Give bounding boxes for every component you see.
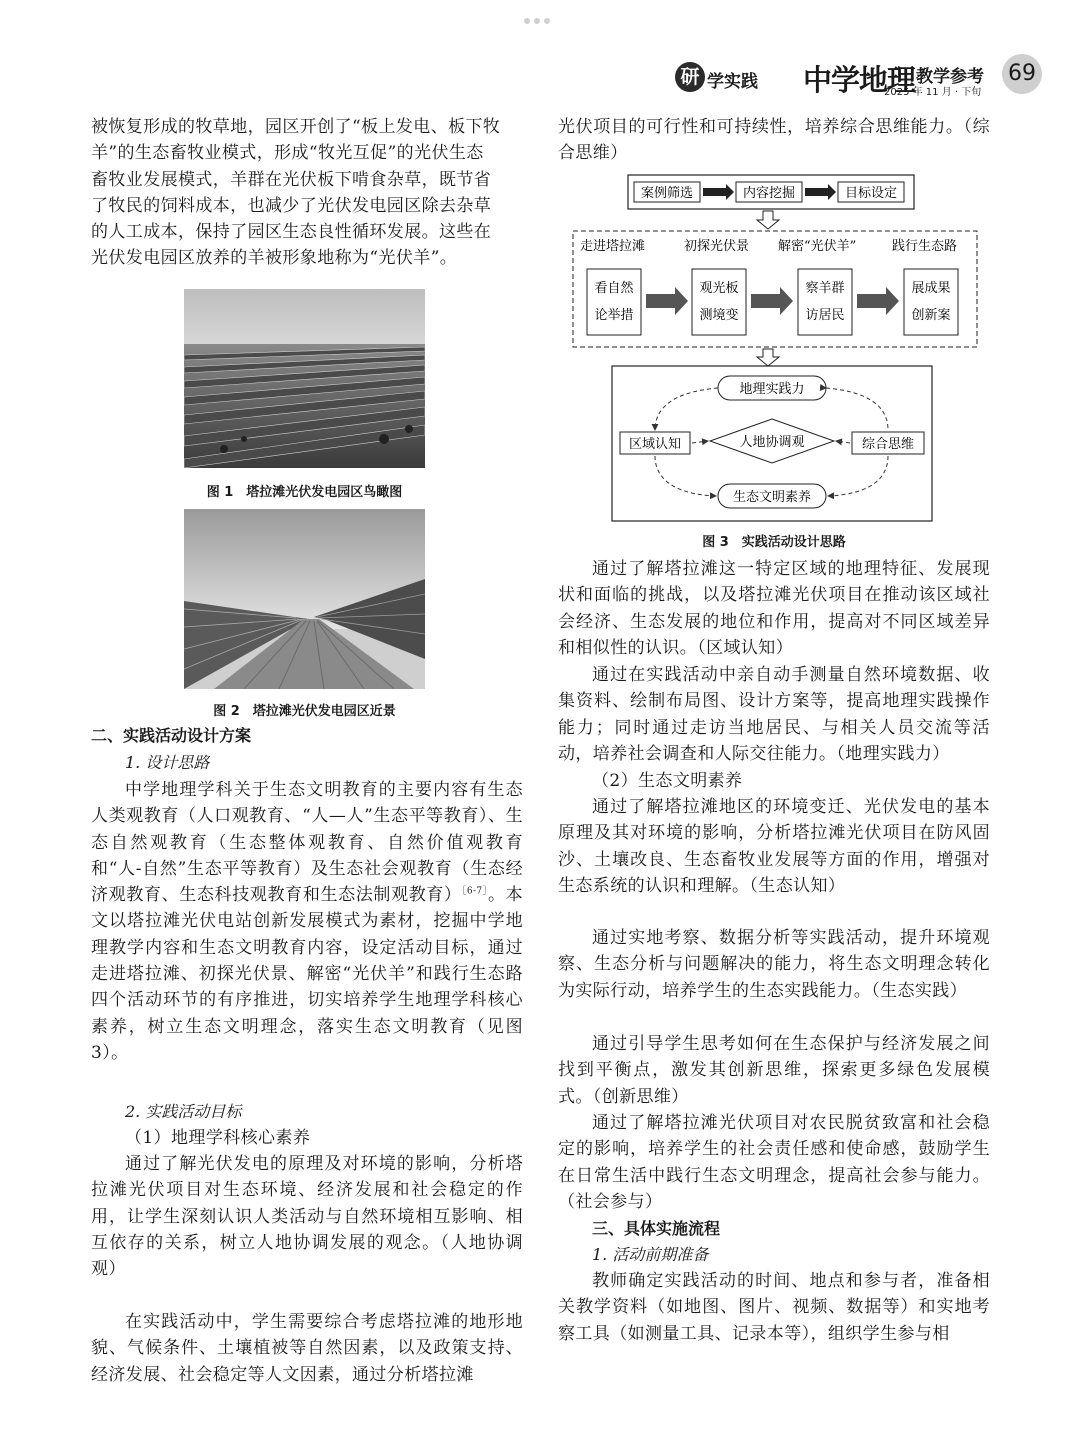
cycle-right: [852, 432, 924, 454]
para-region: 通过了解塔拉滩这一特定区域的地理特征、发展现状和面临的挑战，以及塔拉滩光伏项目在推动该区域社会经济、生态发展的地位和作用，提高对不同区域差异和相似性的认识。（区域认知）: [558, 559, 990, 658]
para-social: 通过了解塔拉滩光伏项目对农民脱贫致富和社会稳定的影响，培养学生的社会责任感和使命感，鼓励学生在日常生活中践行生态文明理念，提高社会参与能力。（社会参与）: [558, 1113, 990, 1212]
svg-text:展成果: 展成果: [911, 281, 951, 296]
page-header: [0, 58, 1080, 102]
citation: ［6-7］: [461, 886, 488, 897]
design-text-b: 。本文以塔拉滩光伏电站创新发展模式为素材，挖掘中学地理教学内容和生态文明教育内容，设定活动目标，通过走进塔拉滩、初探光伏景、解密“光伏羊”和践行生态路四个活动环节的有序推进，切实培养学生地理学科核心素养，树立生态文明理念，落实生态文明教育（见图 3）。: [91, 885, 523, 1063]
svg-text:综合思维: 综合思维: [861, 437, 915, 452]
figure1-photo: [184, 289, 425, 468]
svg-text:访居民: 访居民: [805, 308, 845, 323]
design-text-a: 中学地理学科关于生态文明教育的主要内容有生态人类观教育（人口观教育、“人—人”生态平等教育）、生态自然观教育（生态整体观教育、自然价值观教育和“人-自然”生态平等教育）及生态社会观教育（生态经济观教育、生态科技观教育和生态法制观教育）: [91, 780, 523, 906]
svg-text:创新案: 创新案: [911, 308, 951, 323]
stage-label-2: 初探光伏景: [684, 239, 750, 254]
figure2-caption: 图 2 塔拉滩光伏发电园区近景: [213, 704, 396, 719]
issue-date: 2025 年 11 月 · 下旬: [884, 87, 982, 98]
intro-line: 被恢复形成的牧草地，园区开创了“板上发电、板下牧: [91, 117, 501, 137]
svg-text:区域认知: 区域认知: [628, 437, 682, 452]
activity-box-4: [904, 269, 958, 335]
figure2-photo: [184, 509, 425, 689]
section3-heading: 三、具体实施流程: [592, 1219, 721, 1238]
subsection-core-heading: （1）地理学科核心素养: [125, 1128, 311, 1148]
journal-logo: 中学地理: [803, 63, 916, 97]
para-eco-cognition: 通过了解塔拉滩地区的环境变迁、光伏发电的基本原理及其对环境的影响，分析塔拉滩光伏项目在防风固沙、土壤改良、生态畜牧业发展等方面的作用，增强对生态系统的认识和理解。（生态认知）: [558, 797, 990, 896]
svg-text:测境变: 测境变: [699, 308, 739, 323]
top-box-2: [736, 182, 802, 202]
cycle-top: [718, 376, 826, 400]
figure3-diagram: [570, 170, 982, 525]
svg-text:人地协调观: 人地协调观: [739, 435, 805, 450]
down-arrow-2: [757, 349, 779, 366]
para-innovation: 通过引导学生思考如何在生态保护与经济发展之间找到平衡点，激发其创新思维，探索更多绿色发展模式。（创新思维）: [558, 1034, 990, 1107]
top-indicator: [524, 9, 558, 15]
figure1-caption: 图 1 塔拉滩光伏发电园区鸟瞰图: [206, 485, 403, 500]
intro-line: 了牧民的饲料成本，也减少了光伏发电园区除去杂草: [91, 195, 492, 216]
activity-box-2: [692, 269, 746, 335]
cycle-left: [620, 432, 690, 454]
svg-text:观光板: 观光板: [699, 281, 739, 296]
section-label: 学实践: [707, 72, 758, 92]
continued-paragraph: 光伏项目的可行性和可持续性，培养综合思维能力。（综合思维）: [558, 117, 990, 164]
stage-label-3: 解密“光伏羊”: [778, 239, 857, 254]
top-box-3: [838, 182, 904, 202]
para-eco-practice: 通过实地考察、数据分析等实践活动，提升环境观察、生态分析与问题解决的能力，将生态文明理念转化为实际行动，培养学生的生态实践能力。（生态实践）: [558, 928, 990, 1001]
down-arrow-1: [757, 211, 779, 229]
subsection-design-heading: 1. 设计思路: [125, 753, 210, 772]
section-icon: 研: [675, 62, 705, 92]
stage-label-4: 践行生态路: [892, 239, 958, 254]
goal-paragraph-2: 在实践活动中，学生需要综合考虑塔拉滩的地形地貌、气候条件、土壤植被等自然因素，以及政策支持、经济发展、社会稳定等人文因素，通过分析塔拉滩: [91, 1312, 523, 1385]
activity-arrow-3: [857, 287, 899, 315]
svg-text:察羊群: 察羊群: [805, 281, 845, 296]
subsection-prep-heading: 1. 活动前期准备: [592, 1245, 709, 1264]
section2-heading: 二、实践活动设计方案: [91, 726, 252, 745]
activity-box-3: [798, 269, 852, 335]
page-number: 69: [1002, 54, 1042, 94]
top-box-3-label: 目标设定: [844, 186, 898, 201]
top-box-1-label: 案例筛选: [640, 186, 694, 201]
activity-box-1: [587, 269, 641, 335]
intro-line: 畜牧业发展模式，羊群在光伏板下啃食杂草，既节省: [91, 169, 492, 190]
design-paragraph: [91, 777, 523, 1066]
subsection-goals-heading: 2. 实践活动目标: [125, 1102, 242, 1121]
para-practice: 通过在实践活动中亲自动手测量自然环境数据、收集资料、绘制布局图、设计方案等，提高地理实践操作能力；同时通过走访当地居民、与相关人员交流等活动，培养社会调查和人际交往能力。（地理实践力）: [558, 665, 990, 764]
top-arrow-2: [805, 184, 836, 200]
svg-text:看自然: 看自然: [594, 281, 634, 296]
stage-label-1: 走进塔拉滩: [580, 239, 646, 254]
svg-text:生态文明素养: 生态文明素养: [732, 490, 812, 505]
cycle-center: [710, 419, 834, 463]
top-box-1: [634, 182, 700, 202]
top-box-2-label: 内容挖掘: [742, 186, 796, 201]
svg-text:论举措: 论举措: [594, 308, 634, 323]
journal-subtitle: 教学参考: [916, 67, 984, 87]
subsection-eco-heading: （2）生态文明素养: [592, 771, 743, 791]
intro-line: 的人工成本，保持了园区生态良性循环发展。这些在: [91, 222, 492, 243]
activity-arrow-1: [646, 287, 688, 315]
svg-text:地理实践力: 地理实践力: [739, 382, 805, 397]
intro-line: 羊”的生态畜牧业模式，形成“牧光互促”的光伏生态: [91, 143, 484, 164]
goal-paragraph-1: 通过了解光伏发电的原理及对环境的影响，分析塔拉滩光伏项目对生态环境、经济发展和社会稳定的作用，让学生深刻认识人类活动与自然环境相互影响、相互依存的关系，树立人地协调发展的观念。（人地协调观）: [91, 1154, 523, 1280]
activity-arrow-2: [751, 287, 793, 315]
top-arrow-1: [703, 184, 734, 200]
intro-line: 光伏发电园区放养的羊被形象地称为“光伏羊”。: [91, 248, 458, 269]
figure3-caption: 图 3 实践活动设计思路: [702, 535, 846, 550]
intro-paragraph: [91, 114, 523, 272]
para-preparation: 教师确定实践活动的时间、地点和参与者，准备相关教学资料（如地图、图片、视频、数据等）和实地考察工具（如测量工具、记录本等），组织学生参与相: [558, 1271, 990, 1344]
cycle-bottom: [718, 484, 826, 508]
